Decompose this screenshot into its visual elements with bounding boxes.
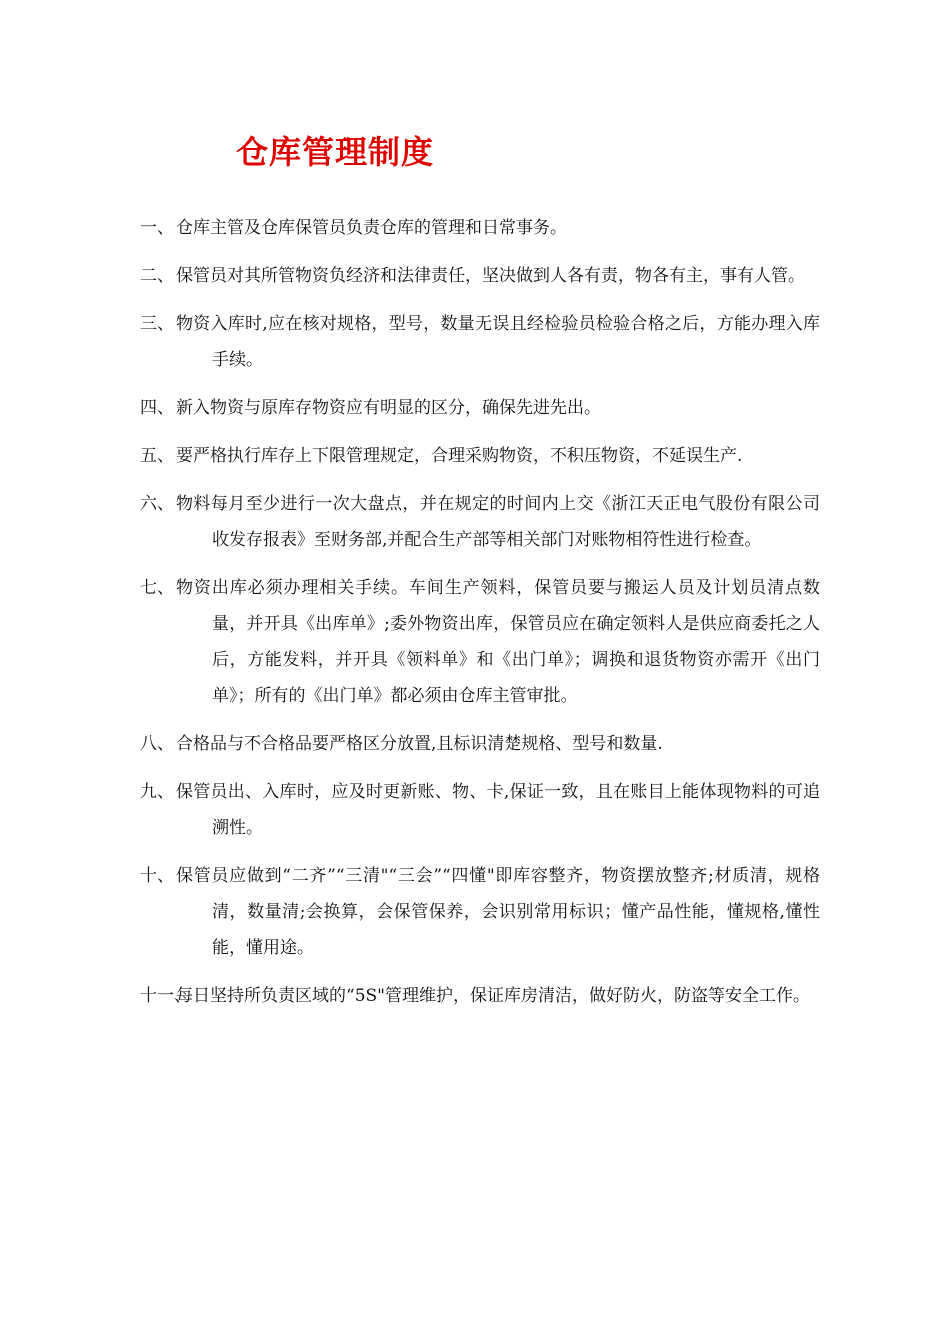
clause-item — [140, 774, 820, 846]
clause-text: 保管员应做到“二齐”“三清"“三会”“四懂"即库容整齐，物资摆放整齐;材质清，规格清，数量清;会换算，会保管保养，会识别常用标识；懂产品性能，懂规格,懂性能，懂用途。 — [176, 866, 820, 958]
clause-item — [140, 726, 820, 762]
clause-number: 八、 — [140, 734, 174, 754]
document-title: 仓库管理制度 — [236, 133, 435, 171]
clause-item — [140, 570, 820, 714]
clause-text: 保管员对其所管物资负经济和法律责任，坚决做到人各有责，物各有主，事有人管。 — [176, 266, 805, 286]
clause-number: 二、 — [140, 266, 174, 286]
clause-item — [140, 858, 820, 966]
clause-text: 物资入库时,应在核对规格，型号，数量无误且经检验员检验合格之后，方能办理入库手续。 — [176, 314, 820, 370]
clause-number: 十一、 — [140, 986, 191, 1006]
clause-number: 三、 — [140, 314, 174, 334]
clause-number: 十、 — [140, 866, 174, 886]
clause-list — [140, 210, 820, 1026]
clause-text: 每日坚持所负责区域的“5S"管理维护，保证库房清洁，做好防火，防盗等安全工作。 — [176, 986, 810, 1006]
clause-item — [140, 978, 820, 1014]
clause-text: 合格品与不合格品要严格区分放置,且标识清楚规格、型号和数量. — [176, 734, 663, 754]
clause-item — [140, 306, 820, 378]
clause-text: 物资出库必须办理相关手续。车间生产领料，保管员要与搬运人员及计划员清点数量，并开具《出库单》;委外物资出库，保管员应在确定领料人是供应商委托之人后，方能发料，并开具《领料单》和《出门单》；调换和退货物资亦需开《出门单》；所有的《出门单》都必须由仓库主管审批。 — [176, 578, 820, 706]
clause-text: 保管员出、入库时，应及时更新账、物、卡,保证一致，且在账目上能体现物料的可追溯性。 — [176, 782, 820, 838]
clause-item — [140, 210, 820, 246]
clause-text: 新入物资与原库存物资应有明显的区分，确保先进先出。 — [176, 398, 601, 418]
clause-item — [140, 438, 820, 474]
clause-item — [140, 258, 820, 294]
clause-item — [140, 486, 820, 558]
clause-number: 五、 — [140, 446, 174, 466]
clause-number: 一、 — [140, 218, 174, 238]
clause-text: 物料每月至少进行一次大盘点，并在规定的时间内上交《浙江天正电气股份有限公司收发存报表》至财务部,并配合生产部等相关部门对账物相符性进行检查。 — [176, 494, 820, 550]
clause-item — [140, 390, 820, 426]
clause-number: 四、 — [140, 398, 174, 418]
clause-number: 七、 — [140, 578, 174, 598]
clause-number: 六、 — [140, 494, 174, 514]
clause-text: 仓库主管及仓库保管员负责仓库的管理和日常事务。 — [176, 218, 567, 238]
clause-text: 要严格执行库存上下限管理规定，合理采购物资，不积压物资，不延误生产. — [176, 446, 743, 466]
clause-number: 九、 — [140, 782, 174, 802]
